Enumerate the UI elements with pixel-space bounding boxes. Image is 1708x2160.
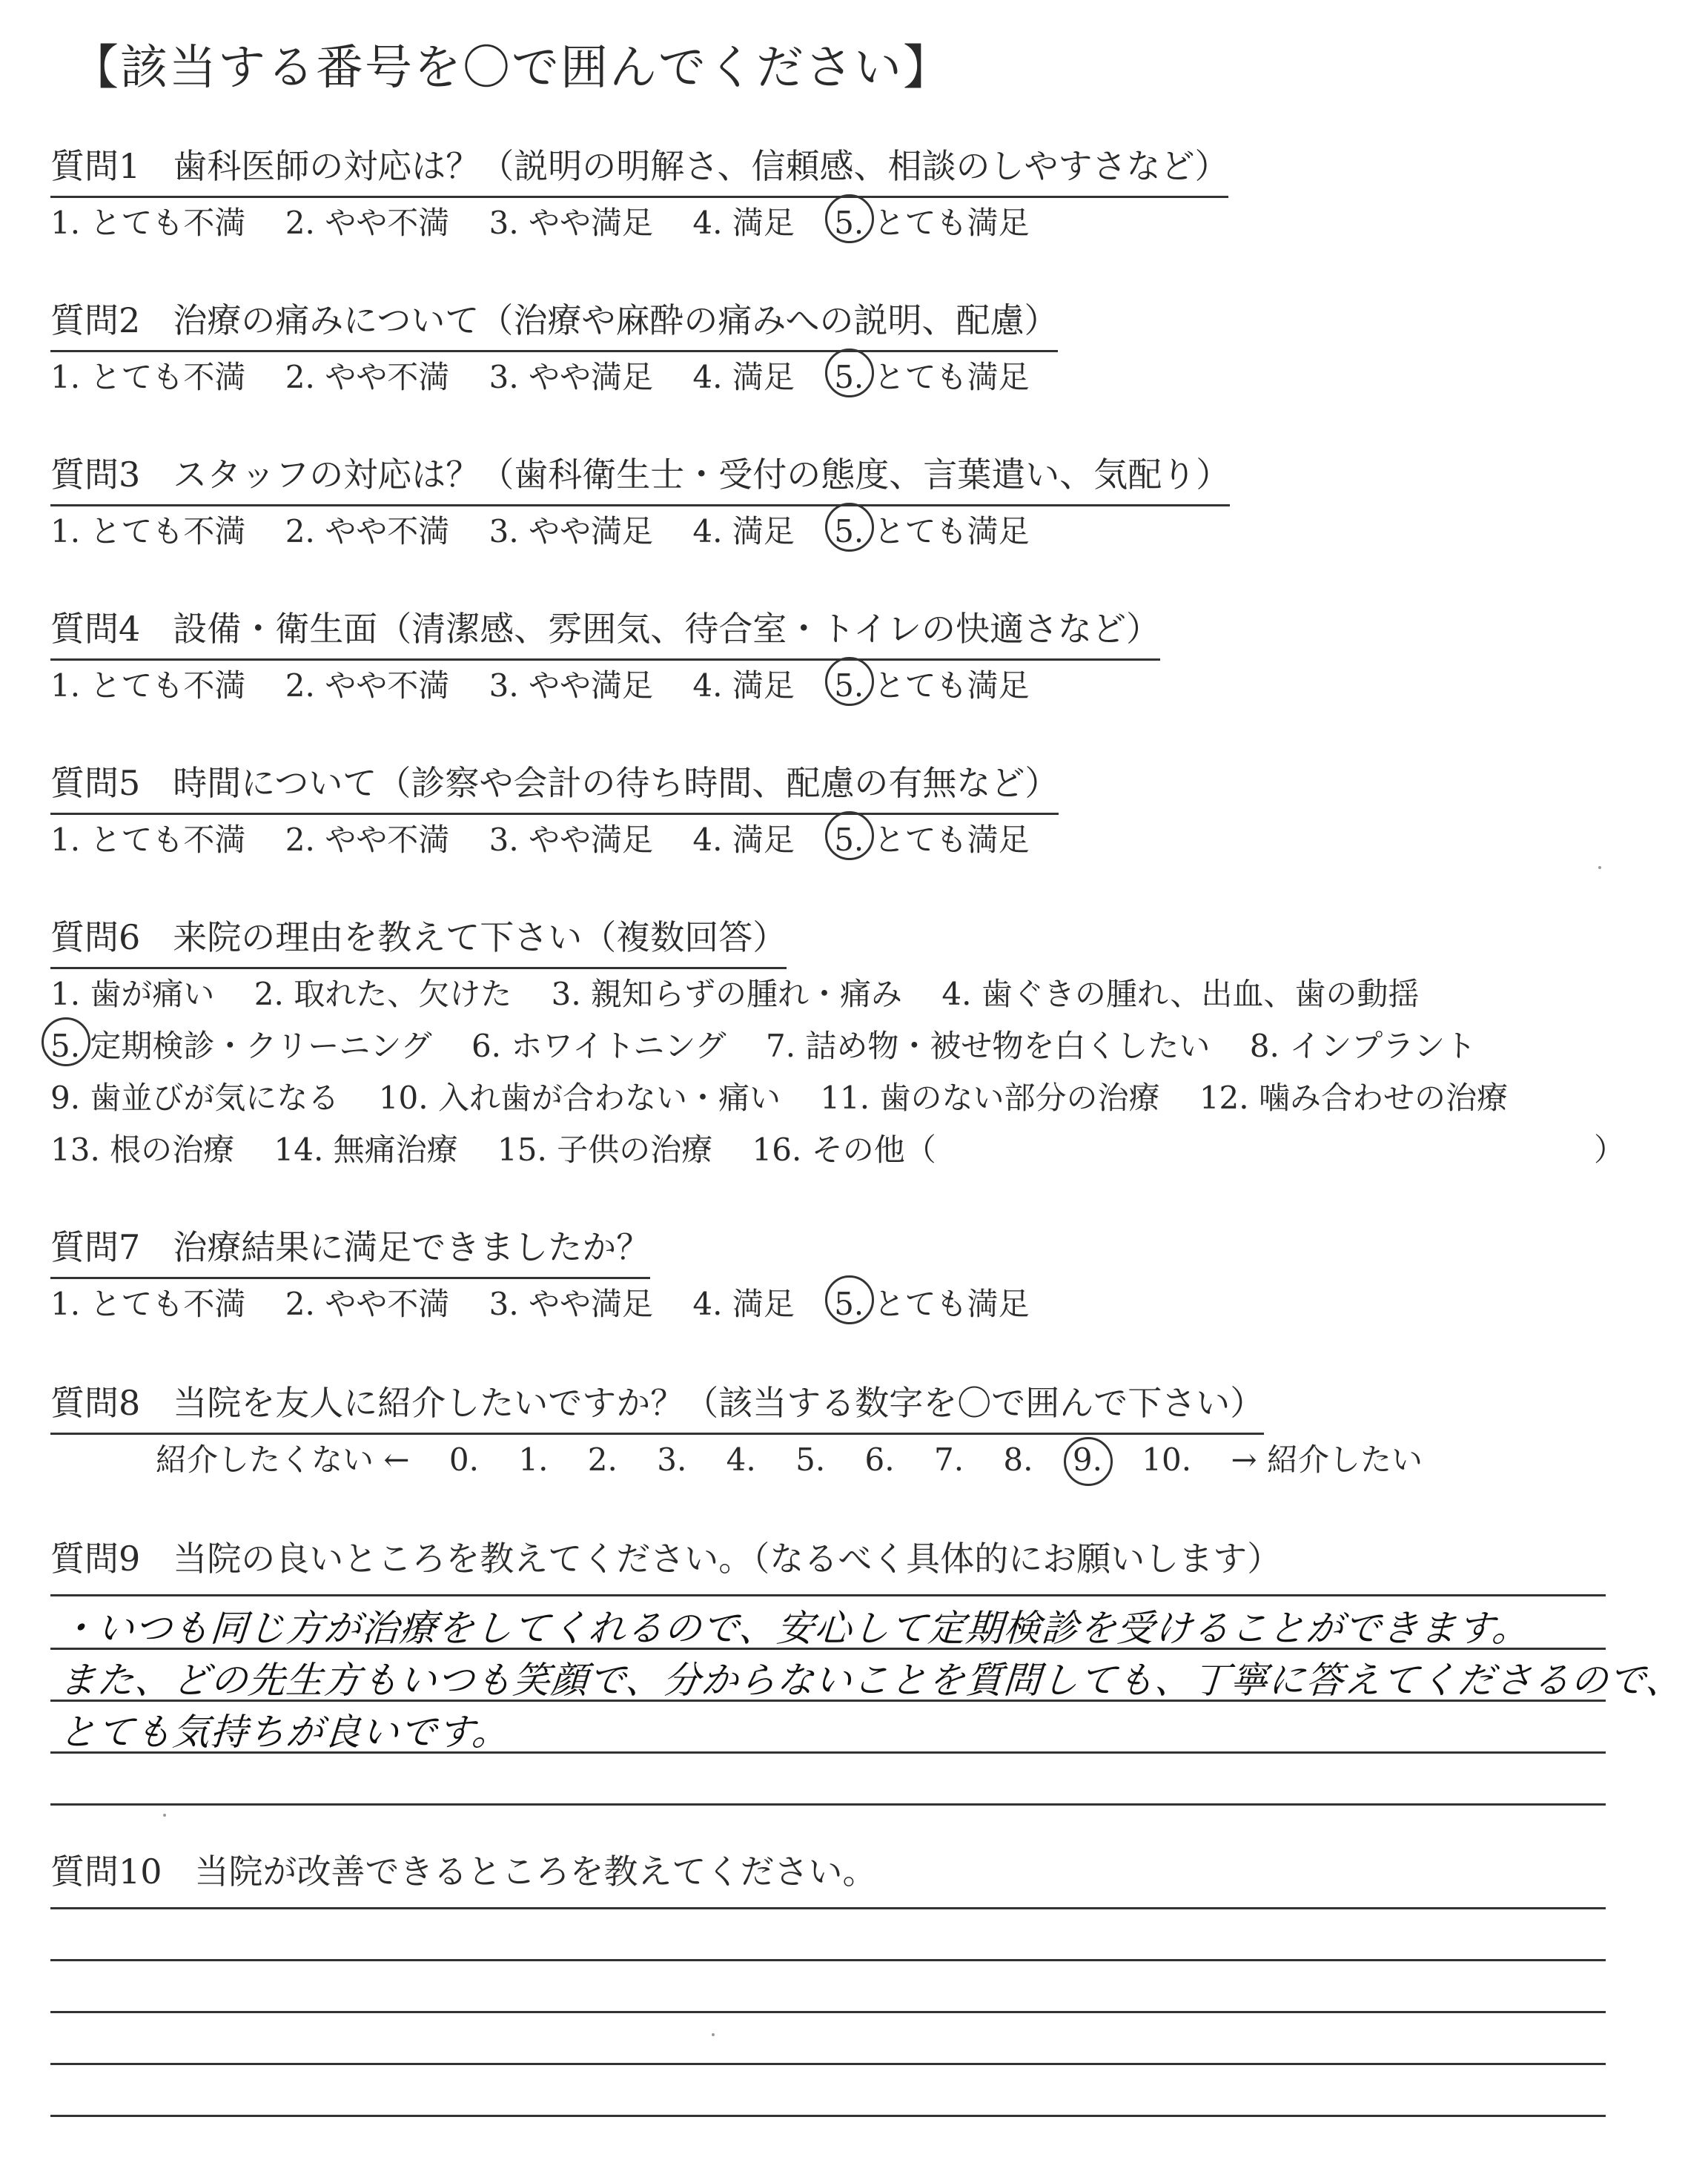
q8-score-2[interactable]: 2. [587, 1441, 618, 1478]
q1-option-2[interactable]: 2. やや不満 [285, 205, 450, 241]
q6-option-16[interactable]: 16. その他（ [752, 1132, 936, 1168]
q8-score-0[interactable]: 0. [448, 1441, 479, 1478]
q6-option-12[interactable]: 12. 噛み合わせの治療 [1199, 1080, 1508, 1116]
q2-option-4[interactable]: 4. 満足 [692, 359, 795, 395]
question-10-heading [50, 1845, 877, 1894]
question-3-text: スタッフの対応は？（歯科衛生士・受付の態度、言葉遣い、気配り） [173, 455, 1231, 495]
question-8-heading [50, 1376, 1264, 1435]
q6-option-9[interactable]: 9. 歯並びが気になる [50, 1080, 340, 1116]
q6-option-10[interactable]: 10. 入れ歯が合わない・痛い [378, 1080, 781, 1116]
q6-option-5-selected[interactable]: 5. 定期検診・クリーニング [50, 1022, 432, 1066]
q9-handwritten-line-1[interactable]: ・いつも同じ方が治療をしてくれるので、安心して定期検診を受けることができます。 [57, 1607, 1532, 1650]
q7-option-3[interactable]: 3. やや満足 [489, 1286, 654, 1322]
question-8-text: 当院を友人に紹介したいですか？（該当する数字を〇で囲んで下さい） [173, 1383, 1265, 1423]
question-1-text: 歯科医師の対応は？（説明の明解さ、信頼感、相談のしやすさなど） [173, 146, 1229, 186]
q4-option-3[interactable]: 3. やや満足 [489, 667, 654, 704]
question-1-heading [50, 139, 1228, 198]
q7-option-2[interactable]: 2. やや不満 [285, 1286, 450, 1322]
q7-option-1[interactable]: 1. とても不満 [50, 1286, 246, 1322]
question-9-text: 当院の良いところを教えてください。（なるべく具体的にお願いします） [173, 1539, 1282, 1579]
question-6-options-row-1 [50, 970, 1419, 1014]
q9-handwritten-line-3[interactable]: とても気持ちが良いです。 [57, 1711, 512, 1754]
answer-line [50, 1959, 1606, 1961]
q1-option-3[interactable]: 3. やや満足 [489, 205, 654, 241]
question-9-number: 質問9 [50, 1539, 141, 1579]
answer-line [50, 2063, 1606, 2065]
q1-option-4[interactable]: 4. 満足 [692, 205, 795, 241]
question-6-options-row-2 [50, 1022, 1476, 1066]
question-8-number: 質問8 [50, 1383, 141, 1423]
question-7-number: 質問7 [50, 1227, 141, 1267]
q6-option-7[interactable]: 7. 詰め物・被せ物を白くしたい [765, 1028, 1211, 1064]
q5-option-1[interactable]: 1. とても不満 [50, 822, 246, 858]
scan-speck [163, 1814, 166, 1817]
q3-option-3[interactable]: 3. やや満足 [489, 513, 654, 549]
q4-option-5-selected[interactable]: 5. とても満足 [834, 661, 1029, 706]
q6-option-2[interactable]: 2. 取れた、欠けた [254, 976, 512, 1012]
answer-line [50, 2115, 1606, 2117]
page-title: 【該当する番号を〇で囲んでください】 [71, 41, 952, 96]
question-3-heading [50, 448, 1230, 506]
q5-option-2[interactable]: 2. やや不満 [285, 822, 450, 858]
question-4-text: 設備・衛生面（清潔感、雰囲気、待合室・トイレの快適さなど） [173, 609, 1160, 649]
q5-option-5-selected[interactable]: 5. とても満足 [834, 816, 1029, 860]
question-2-options [50, 353, 1030, 397]
q2-option-2[interactable]: 2. やや不満 [285, 359, 450, 395]
q6-option-15[interactable]: 15. 子供の治療 [497, 1132, 713, 1168]
question-10-text: 当院が改善できるところを教えてください。 [194, 1852, 877, 1892]
question-1-options [50, 199, 1030, 243]
question-7-text: 治療結果に満足できましたか？ [173, 1227, 651, 1267]
q4-option-4[interactable]: 4. 満足 [692, 667, 795, 704]
q8-score-6[interactable]: 6. [864, 1441, 895, 1478]
q8-score-3[interactable]: 3. [657, 1441, 687, 1478]
question-6-options-row-4 [50, 1126, 936, 1170]
question-4-number: 質問4 [50, 609, 141, 649]
scan-speck [712, 2033, 715, 2036]
q6-option-14[interactable]: 14. 無痛治療 [274, 1132, 458, 1168]
question-5-options [50, 816, 1030, 860]
answer-line [50, 1594, 1606, 1596]
question-6-text: 来院の理由を教えて下さい（複数回答） [173, 917, 787, 957]
q3-option-2[interactable]: 2. やや不満 [285, 513, 450, 549]
q8-score-8[interactable]: 8. [1003, 1441, 1033, 1478]
q6-option-1[interactable]: 1. 歯が痛い [50, 976, 215, 1012]
q2-option-5-selected[interactable]: 5. とても満足 [834, 353, 1029, 397]
question-5-number: 質問5 [50, 763, 141, 803]
q8-score-7[interactable]: 7. [933, 1441, 964, 1478]
q8-score-4[interactable]: 4. [726, 1441, 756, 1478]
q8-left-label: 紹介したくない ← [156, 1441, 410, 1478]
q5-option-4[interactable]: 4. 満足 [692, 822, 795, 858]
answer-line [50, 1803, 1606, 1806]
q7-option-4[interactable]: 4. 満足 [692, 1286, 795, 1322]
question-1-number: 質問1 [50, 146, 141, 186]
q6-option-13[interactable]: 13. 根の治療 [50, 1132, 235, 1168]
question-8-scale [156, 1436, 1423, 1480]
q6-option-4[interactable]: 4. 歯ぐきの腫れ、出血、歯の動揺 [941, 976, 1420, 1012]
q9-handwritten-line-2[interactable]: また、どの先生方もいつも笑顔で、分からないことを質問しても、丁寧に答えてくださるので、 [57, 1659, 1685, 1702]
q4-option-2[interactable]: 2. やや不満 [285, 667, 450, 704]
question-4-options [50, 661, 1030, 706]
q3-option-1[interactable]: 1. とても不満 [50, 513, 246, 549]
question-10-number: 質問10 [50, 1852, 162, 1892]
q3-option-4[interactable]: 4. 満足 [692, 513, 795, 549]
answer-line [50, 2011, 1606, 2013]
q6-other-close-paren: ） [1594, 1132, 1626, 1168]
q1-option-1[interactable]: 1. とても不満 [50, 205, 246, 241]
question-3-options [50, 507, 1030, 552]
q7-option-5-selected[interactable]: 5. とても満足 [834, 1280, 1029, 1324]
question-9-heading [50, 1532, 1281, 1581]
q6-option-6[interactable]: 6. ホワイトニング [471, 1028, 726, 1064]
question-5-heading [50, 756, 1059, 815]
question-7-options [50, 1280, 1030, 1324]
q4-option-1[interactable]: 1. とても不満 [50, 667, 246, 704]
q1-option-5-selected[interactable]: 5. とても満足 [834, 199, 1029, 243]
question-6-number: 質問6 [50, 917, 141, 957]
q8-score-9-selected[interactable]: 9. [1072, 1441, 1102, 1478]
q8-score-1[interactable]: 1. [518, 1441, 549, 1478]
q6-option-8[interactable]: 8. インプラント [1249, 1028, 1477, 1064]
q6-option-3[interactable]: 3. 親知らずの腫れ・痛み [551, 976, 903, 1012]
q8-score-10[interactable]: 10. [1142, 1441, 1192, 1478]
question-3-number: 質問3 [50, 455, 141, 495]
question-7-heading [50, 1221, 650, 1279]
q2-option-1[interactable]: 1. とても不満 [50, 359, 246, 395]
q6-option-11[interactable]: 11. 歯のない部分の治療 [820, 1080, 1160, 1116]
question-5-text: 時間について（診察や会計の待ち時間、配慮の有無など） [173, 763, 1059, 803]
scan-speck [1598, 866, 1601, 869]
q8-right-label: → 紹介したい [1231, 1441, 1423, 1478]
question-2-text: 治療の痛みについて（治療や麻酔の痛みへの説明、配慮） [173, 300, 1059, 340]
question-6-heading [50, 911, 787, 969]
answer-line [50, 1907, 1606, 1909]
question-4-heading [50, 602, 1160, 661]
question-2-heading [50, 294, 1058, 352]
question-2-number: 質問2 [50, 300, 141, 340]
q8-score-5[interactable]: 5. [795, 1441, 826, 1478]
q5-option-3[interactable]: 3. やや満足 [489, 822, 654, 858]
question-6-options-row-3 [50, 1074, 1508, 1118]
q3-option-5-selected[interactable]: 5. とても満足 [834, 507, 1029, 552]
q2-option-3[interactable]: 3. やや満足 [489, 359, 654, 395]
